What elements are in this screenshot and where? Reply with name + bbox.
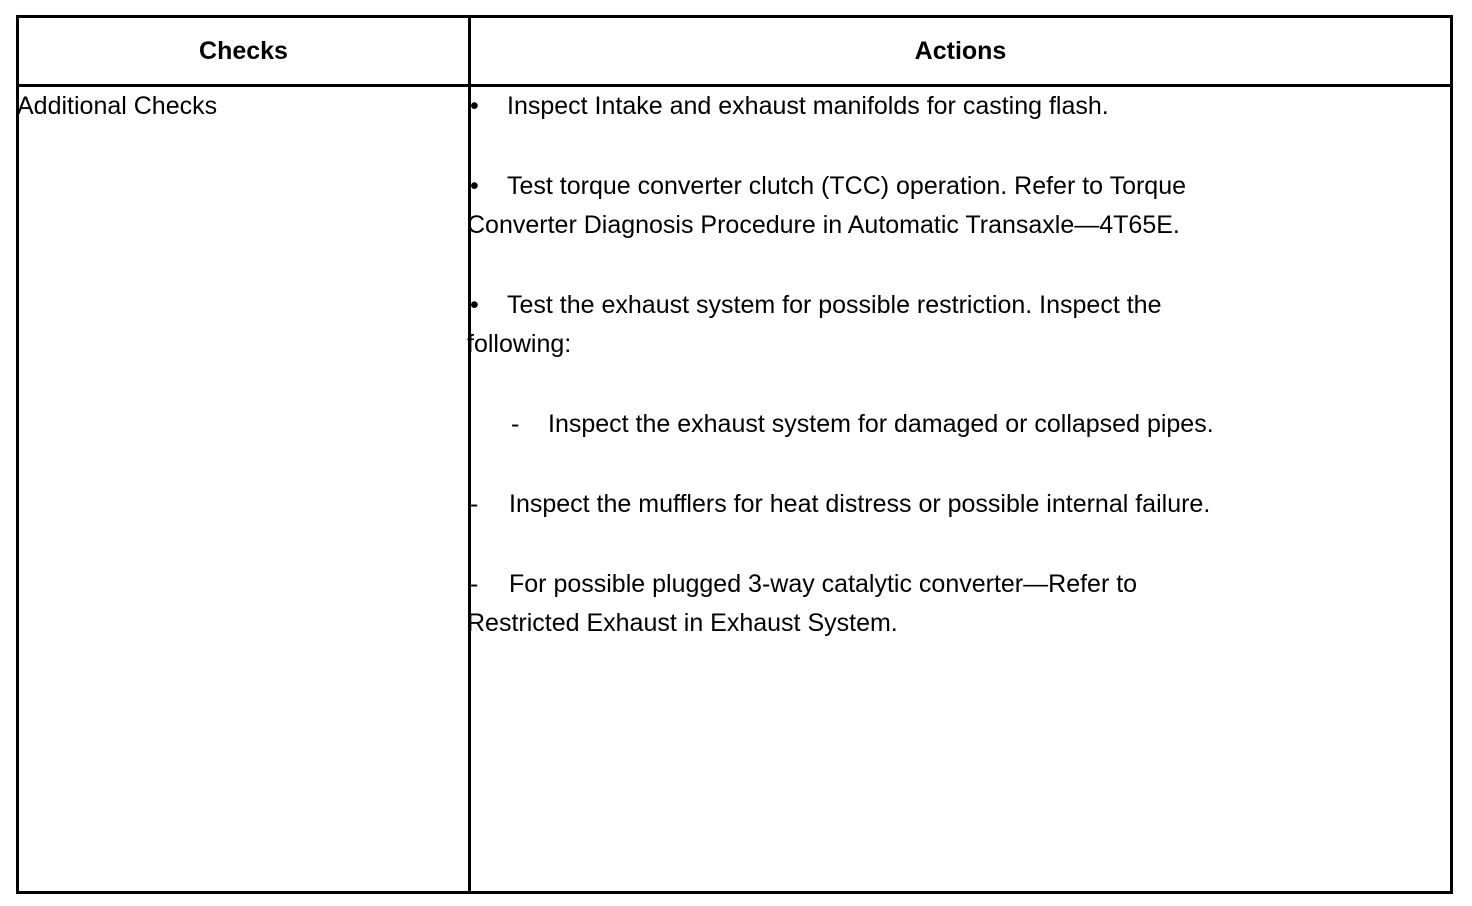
dash-marker: - xyxy=(470,490,479,518)
bullet-marker: • xyxy=(470,92,479,120)
action-item xyxy=(467,283,1347,367)
dash-marker: - xyxy=(511,410,520,438)
action-text: Test torque converter clutch (TCC) operation. Refer to Torque xyxy=(507,172,1187,200)
action-text: Restricted Exhaust in Exhaust System. xyxy=(467,609,898,637)
check-cell: Additional Checks xyxy=(17,92,218,120)
action-item xyxy=(467,84,1347,129)
action-subitem xyxy=(467,562,1347,646)
action-text: For possible plugged 3-way catalytic converter—Refer to xyxy=(509,570,1138,598)
action-text: Inspect the mufflers for heat distress or possible internal failure. xyxy=(509,490,1211,518)
bullet-marker: • xyxy=(470,291,479,319)
header-actions: Actions xyxy=(914,36,1007,65)
bullet-marker: • xyxy=(470,172,479,200)
action-text: Converter Diagnosis Procedure in Automatic Transaxle—4T65E. xyxy=(467,211,1180,239)
action-text: following: xyxy=(467,330,572,358)
action-item xyxy=(467,164,1347,248)
header-checks: Checks xyxy=(199,36,288,65)
action-subitem xyxy=(467,482,1347,527)
action-text: Inspect Intake and exhaust manifolds for casting flash. xyxy=(507,92,1109,120)
action-subitem xyxy=(467,402,1347,447)
action-text: Test the exhaust system for possible restriction. Inspect the xyxy=(507,291,1162,319)
actions-cell xyxy=(467,90,1347,687)
dash-marker: - xyxy=(470,570,479,598)
action-text: Inspect the exhaust system for damaged or collapsed pipes. xyxy=(548,410,1214,438)
